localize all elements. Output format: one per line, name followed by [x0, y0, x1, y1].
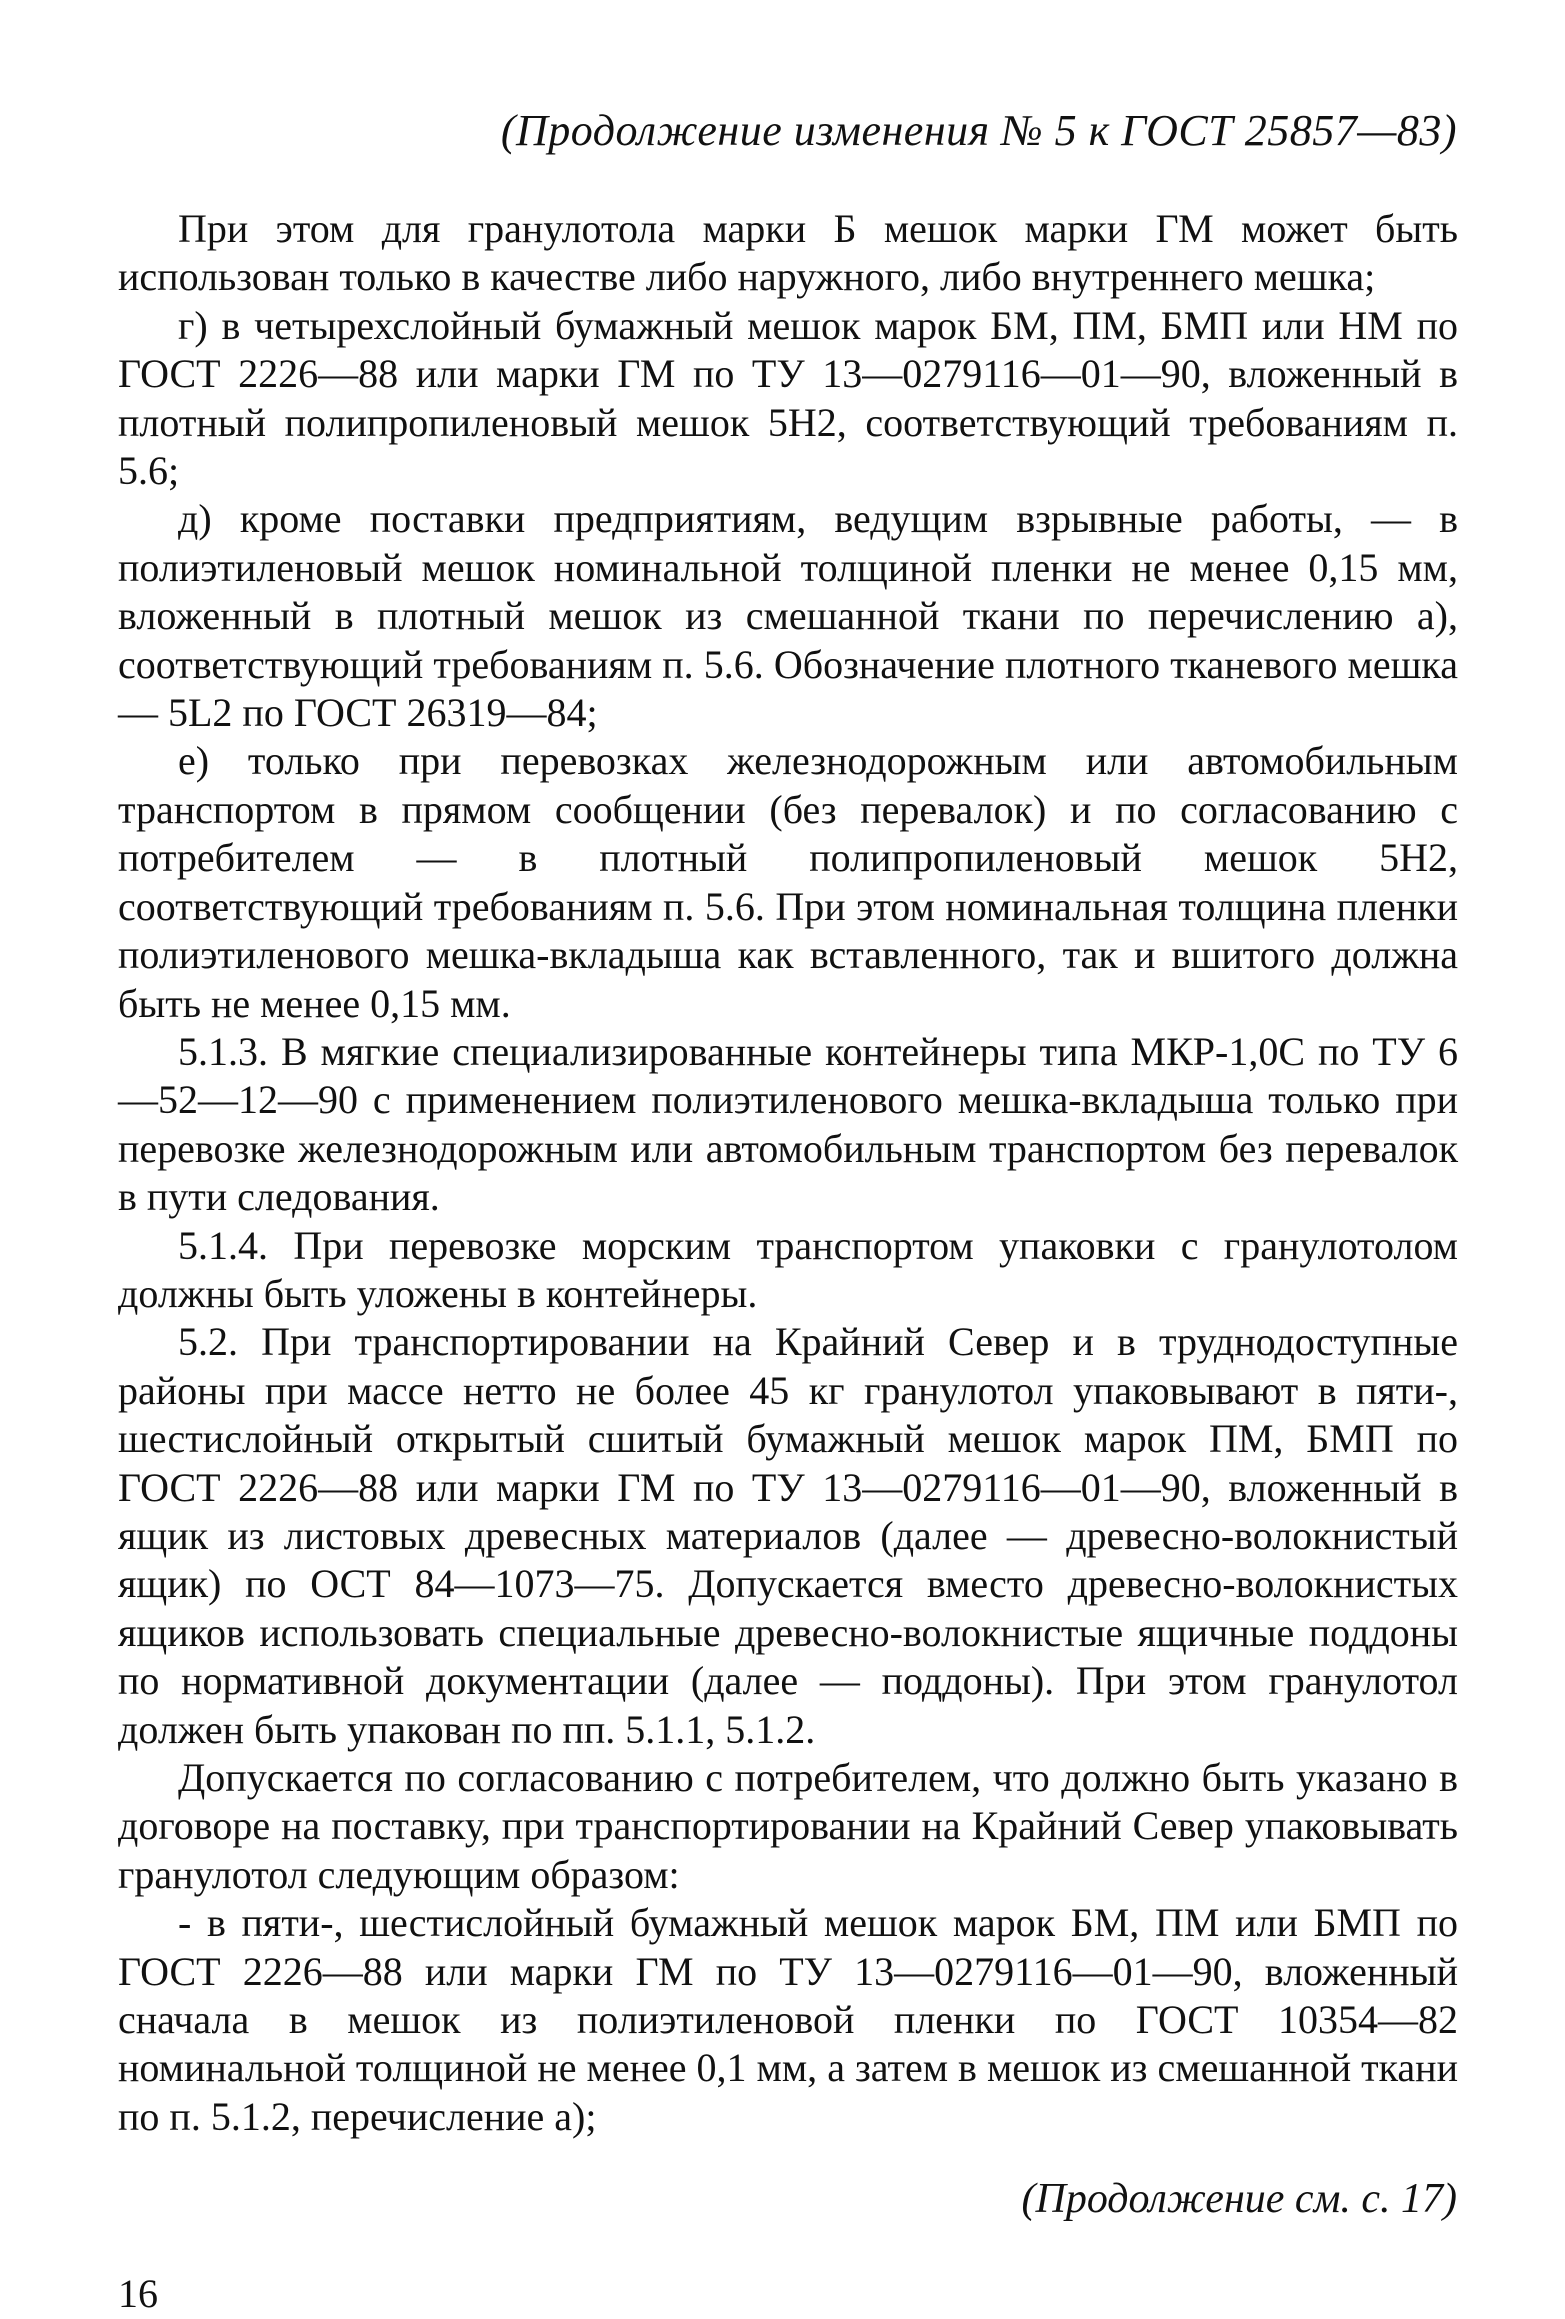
continuation-note: (Продолжение см. с. 17)	[1021, 2176, 1457, 2222]
running-header: (Продолжение изменения № 5 к ГОСТ 25857—83)	[500, 106, 1457, 155]
body-text	[118, 205, 1458, 2141]
paragraph: - в пяти-, шестислойный бумажный мешок марок БМ, ПМ или БМП по ГОСТ 2226—88 или марки ГМ по ТУ 13—0279116—01—90, вложенный сначала в мешок из полиэтиленовой пленки по ГОСТ 10354—82 номинальной толщиной не менее 0,1 мм, а затем в мешок из смешанной ткани по п. 5.1.2, перечисление а);	[118, 1900, 1458, 2139]
paragraph: Допускается по согласованию с потребителем, что должно быть указано в договоре на поставку, при транспортировании на Крайний Север упаковывать гранулотол следующим образом:	[118, 1755, 1458, 1897]
page-number: 16	[118, 2271, 158, 2316]
paragraph: д) кроме поставки предприятиям, ведущим взрывные работы, — в полиэтиленовый мешок номинальной толщиной пленки не менее 0,15 мм, вложенный в плотный мешок из смешанной ткани по перечислению а), соответствующий требованиям п. 5.6. Обозначение плотного тканевого мешка — 5L2 по ГОСТ 26319—84;	[118, 496, 1458, 736]
paragraph: При этом для гранулотола марки Б мешок марки ГМ может быть использован только в качестве либо наружного, либо внутреннего мешка;	[118, 206, 1458, 300]
paragraph: 5.2. При транспортировании на Крайний Север и в труднодоступные районы при массе нетто не более 45 кг гранулотол упаковывают в пяти-, шестислойный открытый сшитый бумажный мешок марок ПМ, БМП по ГОСТ 2226—88 или марки ГМ по ТУ 13—0279116—01—90, вложенный в ящик из листовых древесных материалов (далее — древесно-волокнистый ящик) по ОСТ 84—1073—75. Допускается вместо древесно-волокнистых ящиков использовать специальные древесно-волокнистые ящичные поддоны по нормативной документации (далее — поддоны). При этом гранулотол должен быть упакован по пп. 5.1.1, 5.1.2.	[118, 1319, 1458, 1752]
paragraph: 5.1.3. В мягкие специализированные контейнеры типа МКР-1,0С по ТУ 6—52—12—90 с применением полиэтиленового мешка-вкладыша только при перевозке железнодорожным или автомобильным транспортом без перевалок в пути следования.	[118, 1028, 1458, 1220]
paragraph: е) только при перевозках железнодорожным или автомобильным транспортом в прямом сообщении (без перевалок) и по согласованию с потребителем — в плотный полипропиленовый мешок 5Н2, соответствующий требованиям п. 5.6. При этом номинальная толщина пленки полиэтиленового мешка-вкладыша как вставленного, так и вшитого должна быть не менее 0,15 мм.	[118, 738, 1458, 1026]
paragraph: г) в четырехслойный бумажный мешок марок БМ, ПМ, БМП или НМ по ГОСТ 2226—88 или марки ГМ по ТУ 13—0279116—01—90, вложенный в плотный полипропиленовый мешок 5Н2, соответствующий требованиям п. 5.6;	[118, 302, 1458, 494]
paragraph: 5.1.4. При перевозке морским транспортом упаковки с гранулотолом должны быть уложены в контейнеры.	[118, 1222, 1458, 1316]
